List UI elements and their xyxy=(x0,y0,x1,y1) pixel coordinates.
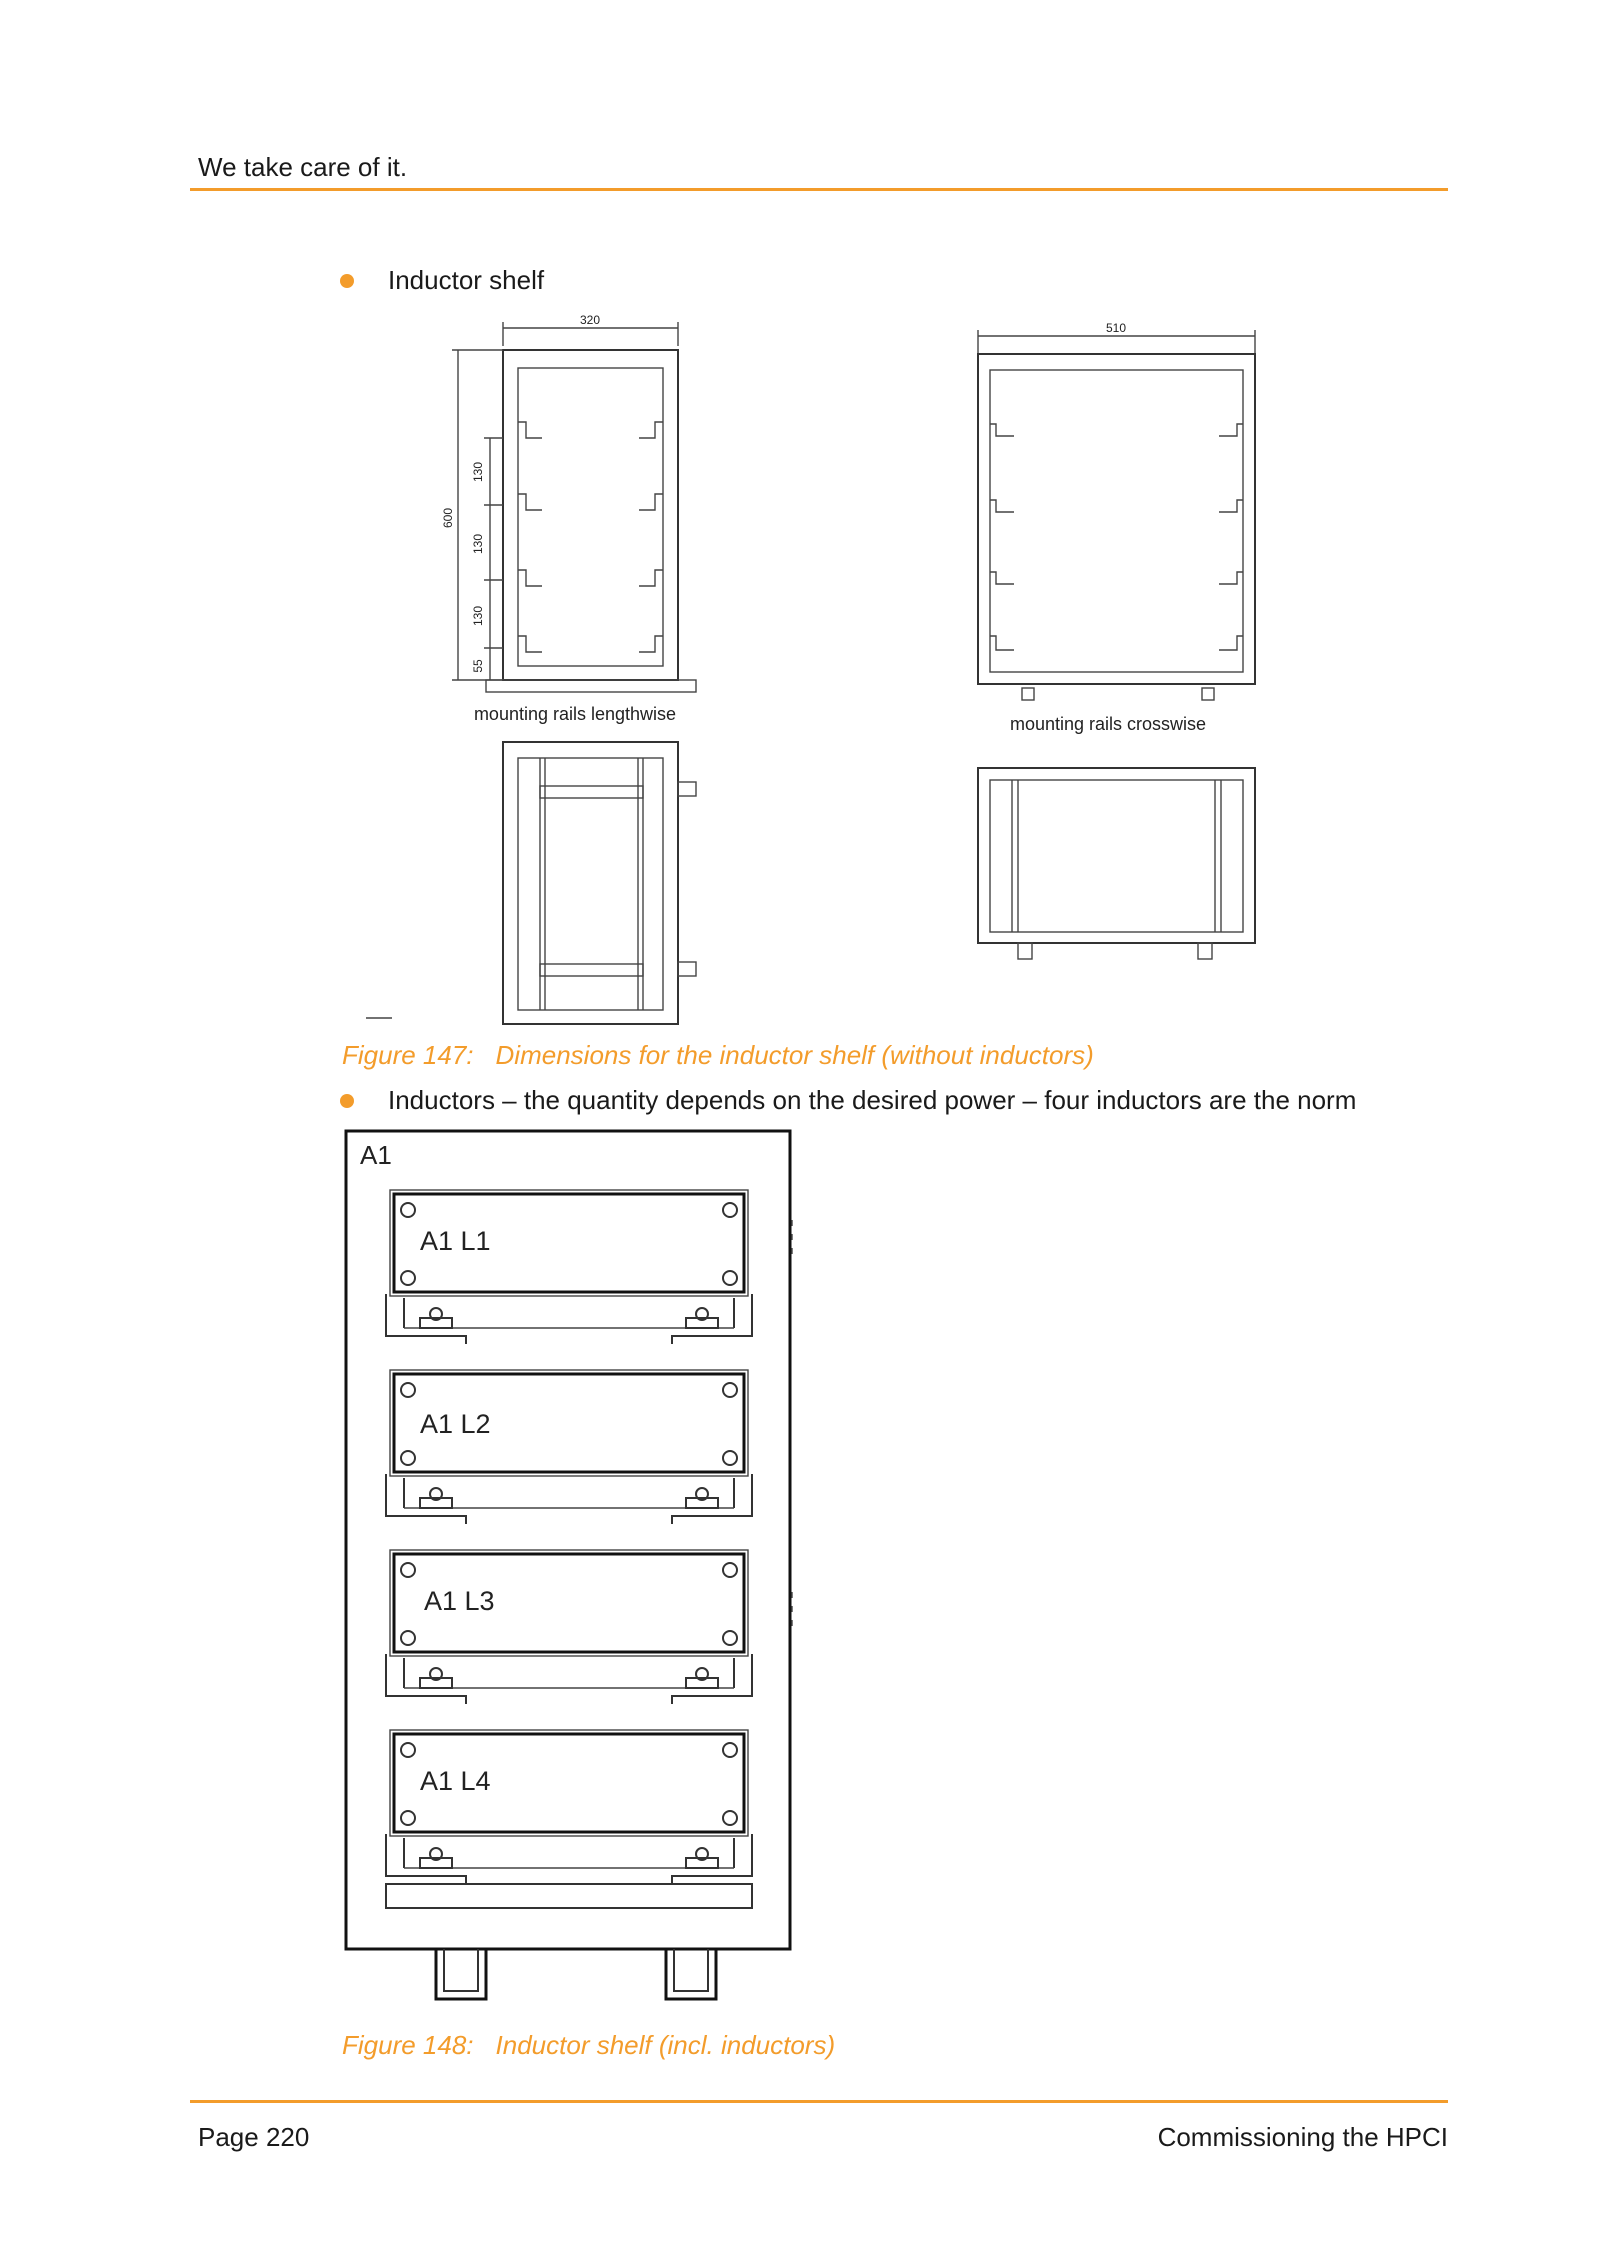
dim-spacing-3: 130 xyxy=(471,605,485,627)
caption-figure-148 xyxy=(342,2030,835,2061)
label-rails-crosswise: mounting rails crosswise xyxy=(1009,714,1207,734)
inductor-label-2: A1 L2 xyxy=(420,1409,491,1439)
caption-label: Figure 147: xyxy=(342,1040,474,1070)
inductor-label-4: A1 L4 xyxy=(420,1766,491,1796)
dim-width-left: 320 xyxy=(579,313,601,327)
inductor-unit-2 xyxy=(386,1370,752,1524)
cabinet-outline xyxy=(346,1131,790,1949)
bullet-dot-icon xyxy=(340,1094,354,1108)
caption-label: Figure 148: xyxy=(342,2030,474,2060)
bullet-text: Inductor shelf xyxy=(388,265,545,295)
bullet-inductors xyxy=(340,1085,1356,1116)
label-rails-lengthwise: mounting rails lengthwise xyxy=(473,704,677,724)
dim-spacing-1: 130 xyxy=(471,461,485,483)
inductor-label-1: A1 L1 xyxy=(420,1226,491,1256)
right-top-view xyxy=(978,768,1255,959)
bullet-text: Inductors – the quantity depends on the desired power – four inductors are the norm xyxy=(388,1085,1357,1115)
left-front-view xyxy=(441,313,696,692)
caption-text: Dimensions for the inductor shelf (without inductors) xyxy=(495,1040,1094,1070)
footer-section-title: Commissioning the HPCI xyxy=(1157,2122,1448,2152)
right-front-view xyxy=(978,321,1255,700)
left-top-view xyxy=(503,742,696,1024)
inductor-label-3: A1 L3 xyxy=(424,1586,495,1616)
figure-148-drawing xyxy=(0,1130,1600,2030)
figure-147-drawing xyxy=(0,0,1600,1020)
inductor-unit-1 xyxy=(386,1190,752,1344)
dim-width-right: 510 xyxy=(1105,321,1127,335)
dim-spacing-2: 130 xyxy=(471,533,485,555)
footer-page-number: Page 220 xyxy=(198,2122,310,2152)
dim-height-total: 600 xyxy=(441,507,455,529)
caption-figure-147 xyxy=(342,1040,1094,1071)
inductor-unit-3 xyxy=(386,1550,752,1704)
footer-rule xyxy=(190,2100,1448,2103)
dim-bottom: 55 xyxy=(471,659,485,673)
cabinet-label: A1 xyxy=(360,1140,392,1170)
caption-text: Inductor shelf (incl. inductors) xyxy=(495,2030,836,2060)
inductor-unit-4 xyxy=(386,1730,752,1908)
page-header-text: We take care of it. xyxy=(198,152,408,182)
